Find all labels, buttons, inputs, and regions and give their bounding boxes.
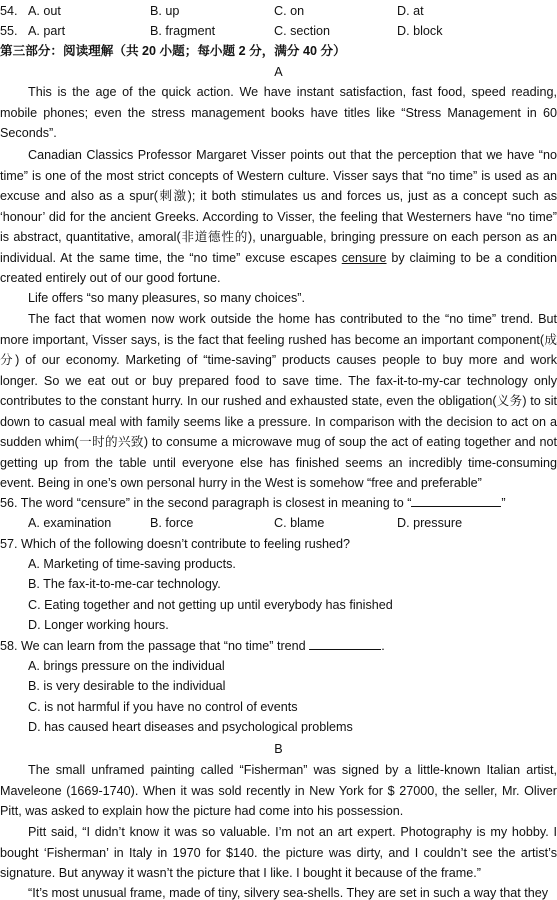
question-57-option-a: A. Marketing of time-saving products.	[28, 557, 236, 571]
paragraph-2-text-after: by claiming to be a condition created entirely out of our good fortune.	[0, 250, 557, 285]
question-58-option-d: D. has caused heart diseases and psychological problems	[28, 720, 353, 734]
question-58-option-a: A. brings pressure on the individual	[28, 659, 225, 673]
question-55-option-b: B. fragment	[150, 24, 216, 38]
question-57-option-d: D. Longer working hours.	[28, 618, 169, 632]
question-54-number: 54.	[0, 4, 18, 18]
question-55-option-c: C. section	[274, 24, 330, 38]
question-56-text-before: The word “censure” in the second paragraph is closest in meaning to “	[20, 496, 412, 510]
question-56-option-d: D. pressure	[397, 516, 463, 530]
passage-b-paragraph-1: The small unframed painting called “Fisherman” was signed by a little-known Italian artist, Maveleone (1669-1740). When it was sold recently in New York for $ 27000, the seller, Mr. Oliver Pitt, was asked to explain how the picture had come into his possession.	[0, 763, 557, 818]
question-55-option-a: A. part	[28, 24, 66, 38]
question-54-option-b: B. up	[150, 4, 180, 18]
question-57-option-c: C. Eating together and not getting up until everybody has finished	[28, 598, 393, 612]
question-56-option-a: A. examination	[28, 516, 112, 530]
question-57-text: Which of the following doesn’t contribute to feeling rushed?	[21, 537, 351, 551]
question-58-stem	[0, 638, 385, 654]
question-58-option-b: B. is very desirable to the individual	[28, 679, 226, 693]
question-57-stem	[0, 536, 350, 552]
question-56-number: 56.	[0, 496, 18, 510]
passage-a-paragraph-4: The fact that women now work outside the home has contributed to the “no time” trend. But more important, Visser says, is the fact that feeling rushed has become an important component(成分) of our economy. Marketing of “time-saving” products causes people to buy more and work longer. So we eat out or buy prepared food to save time. The fax-it-to-my-car technology only contributes to the constant hurry. In our rushed and exhausted state, even the obligation(义务) to sit down to casual meal with family seems like a pressure. In comparison with the decision to act on a sudden whim(一时的兴致) to consume a microwave mug of soup the act of eating together and not getting up from the table until everyone else has finished seems an incredibly time-consuming event. Being in one’s own personal hurry in the West is somehow “free and preferable”	[0, 312, 557, 490]
answer-blank	[411, 495, 501, 507]
paragraph-2-text-before: Canadian Classics Professor Margaret Visser points out that the perception that we have “no time” is one of the most strict concepts of Western culture. Visser says that “no time” is used as an excuse and also as a spur(刺激); it both stimulates us and forces us, just as a concept such as ‘honour’ did for the ancient Greeks. According to Visser, the feeling that Westerners have “no time” is abstract, quantitative, amoral(非道德性的), unarguable, bringing pressure on each person as an individual. At the same time, the “no time” excuse escapes	[0, 148, 557, 265]
question-56-option-b: B. force	[150, 516, 194, 530]
passage-b-paragraph-2: Pitt said, “I didn’t know it was so valuable. I’m not an art expert. Photography is my hobby. I bought ‘Fisherman’ in Italy in 1970 for $140. the picture was dirty, and I couldn’t see the artist’s signature. But anyway it wasn’t the picture that I like. I bought it because of the frame.”	[0, 825, 557, 880]
question-58-number: 58.	[0, 639, 18, 653]
question-56-text-after: ”	[501, 496, 506, 510]
passage-b-paragraph-3: “It’s most unusual frame, made of tiny, silvery sea-shells. They are set in such a way that they	[28, 886, 549, 900]
underlined-word-censure: censure	[341, 250, 387, 265]
question-55-option-d: D. block	[397, 24, 443, 38]
question-58-text-before: We can learn from the passage that “no time” trend	[21, 639, 310, 653]
question-57-option-b: B. The fax-it-to-me-car technology.	[28, 577, 221, 591]
question-57-number: 57.	[0, 537, 18, 551]
question-58-option-c: C. is not harmful if you have no control of events	[28, 700, 298, 714]
question-54-option-c: C. on	[274, 4, 305, 18]
question-54-option-d: D. at	[397, 4, 424, 18]
passage-a-paragraph-3: Life offers “so many pleasures, so many choices”.	[28, 291, 305, 305]
passage-b-label: B	[274, 742, 283, 756]
question-56-option-c: C. blame	[274, 516, 325, 530]
question-58-text-after: .	[381, 639, 385, 653]
answer-blank	[309, 638, 381, 650]
passage-a-paragraph-2	[0, 145, 557, 289]
section-title: 第三部分：阅读理解（共 20 小题；每小题 2 分，满分 40 分）	[0, 44, 346, 58]
question-54-option-a: A. out	[28, 4, 61, 18]
passage-a-paragraph-1: This is the age of the quick action. We have instant satisfaction, fast food, speed reading, mobile phones; even the stress management books have titles like “Stress Management in 60 Seconds”.	[0, 85, 557, 140]
question-56-stem	[0, 495, 506, 511]
question-55-number: 55.	[0, 24, 18, 38]
passage-a-label: A	[274, 65, 283, 79]
